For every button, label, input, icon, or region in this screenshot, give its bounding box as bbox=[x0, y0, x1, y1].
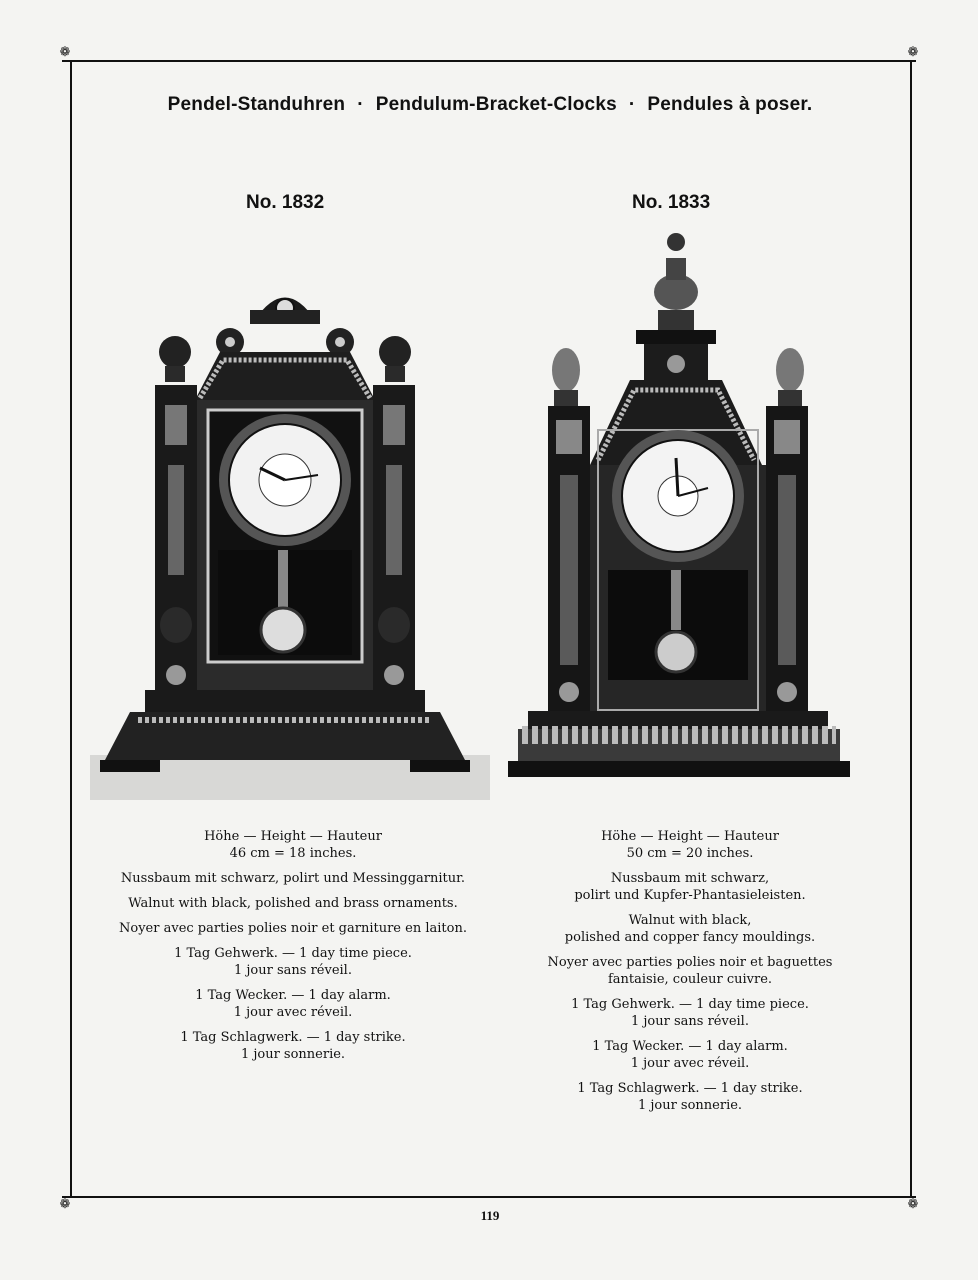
heading-english: Pendulum-Bracket-Clocks bbox=[375, 94, 617, 115]
ornament-icon: ❁ bbox=[907, 1197, 919, 1212]
option-alarm: 1 Tag Wecker. — 1 day alarm. bbox=[195, 988, 391, 1003]
ornament-icon: ❁ bbox=[907, 45, 919, 60]
top-rule bbox=[62, 60, 916, 62]
model-number-1832: No. 1832 bbox=[246, 192, 325, 213]
height-value: 50 cm = 20 inches. bbox=[626, 846, 754, 861]
heading-separator: · bbox=[628, 94, 636, 115]
material-french: Noyer avec parties polies noir et garniture en laiton. bbox=[119, 921, 467, 936]
description-1833 bbox=[520, 828, 860, 1122]
option-time-piece: 1 Tag Gehwerk. — 1 day time piece. bbox=[571, 997, 809, 1012]
description-1832 bbox=[110, 828, 476, 1071]
page-heading bbox=[70, 94, 910, 116]
material-german-2: polirt und Kupfer-Phantasieleisten. bbox=[574, 888, 806, 903]
option-alarm: 1 Tag Wecker. — 1 day alarm. bbox=[592, 1039, 788, 1054]
option-strike: 1 Tag Schlagwerk. — 1 day strike. bbox=[180, 1030, 406, 1045]
material-german: Nussbaum mit schwarz, bbox=[610, 871, 770, 886]
clock-1832-illustration bbox=[90, 280, 490, 809]
ornament-icon: ❁ bbox=[59, 45, 71, 60]
clock-1833-illustration bbox=[508, 230, 853, 789]
option-alarm-fr: 1 jour avec réveil. bbox=[630, 1056, 750, 1071]
material-english-2: polished and copper fancy mouldings. bbox=[564, 930, 816, 945]
option-time-piece-fr: 1 jour sans réveil. bbox=[234, 963, 352, 978]
heading-french: Pendules à poser. bbox=[647, 94, 813, 115]
height-label: Höhe — Height — Hauteur bbox=[204, 829, 382, 844]
ornament-icon: ❁ bbox=[59, 1197, 71, 1212]
option-strike-fr: 1 jour sonnerie. bbox=[240, 1047, 346, 1062]
height-label: Höhe — Height — Hauteur bbox=[601, 829, 779, 844]
option-alarm-fr: 1 jour avec réveil. bbox=[233, 1005, 353, 1020]
model-number-1833: No. 1833 bbox=[632, 192, 711, 213]
material-german: Nussbaum mit schwarz, polirt und Messinggarnitur. bbox=[120, 871, 466, 886]
material-english: Walnut with black, polished and brass ornaments. bbox=[128, 896, 458, 911]
height-value: 46 cm = 18 inches. bbox=[229, 846, 357, 861]
heading-separator: · bbox=[357, 94, 364, 115]
heading-german: Pendel-Standuhren bbox=[167, 94, 346, 115]
page-number: 119 bbox=[480, 1208, 500, 1223]
material-french-2: fantaisie, couleur cuivre. bbox=[607, 972, 773, 987]
material-french: Noyer avec parties polies noir et baguettes bbox=[547, 955, 833, 970]
material-english: Walnut with black, bbox=[628, 913, 752, 928]
option-time-piece: 1 Tag Gehwerk. — 1 day time piece. bbox=[174, 946, 412, 961]
bottom-rule bbox=[62, 1196, 916, 1198]
option-time-piece-fr: 1 jour sans réveil. bbox=[631, 1014, 749, 1029]
option-strike-fr: 1 jour sonnerie. bbox=[637, 1098, 743, 1113]
option-strike: 1 Tag Schlagwerk. — 1 day strike. bbox=[577, 1081, 803, 1096]
